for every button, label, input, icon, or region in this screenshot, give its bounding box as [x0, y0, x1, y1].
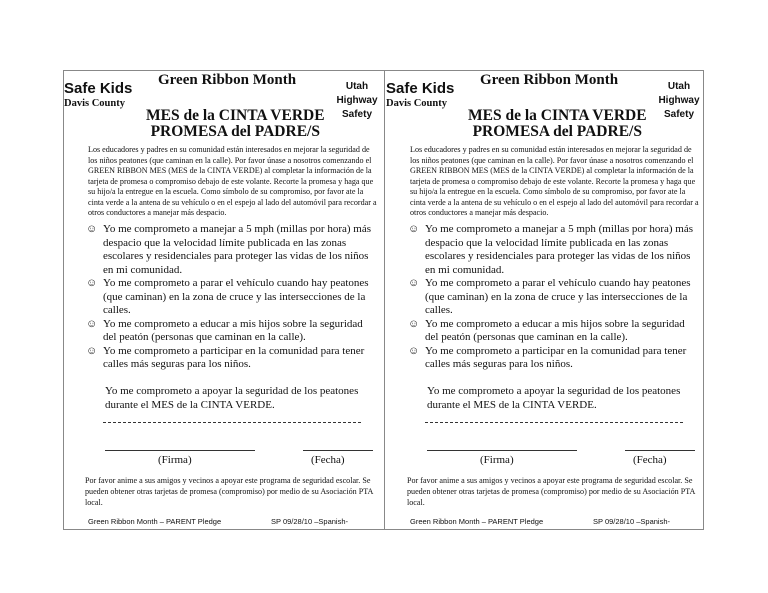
list-item: [408, 277, 698, 318]
bottom-note: Por favor anime a sus amigos y vecinos a apoyar este programa de seguridad escolar. Se pueden obtener otras tarjetas de promesa (compromiso) por medio de su Asociación PTA local.: [85, 476, 373, 507]
utah-line: Utah: [667, 81, 691, 92]
date-line: [625, 450, 695, 451]
card-title: Green Ribbon Month: [158, 72, 297, 88]
bullet-text: Yo me comprometo a parar el vehículo cuando hay peatones (que caminan) en la zona de cruce y las intersecciones de la calles.: [103, 277, 369, 316]
list-item: [408, 318, 698, 345]
safety-line: Safety: [663, 109, 694, 120]
smiley-face-icon: ☺: [86, 277, 98, 289]
pledge-card-right: [384, 70, 705, 530]
smiley-face-icon: ☺: [86, 344, 98, 357]
list-item: [86, 223, 376, 277]
utah-highway-safety-label: [333, 80, 381, 122]
card-subtitle: [146, 108, 325, 140]
intro-paragraph: Los educadores y padres en su comunidad están interesados en mejorar la seguridad de los niños peatones (que caminan en la calle). Por favor únase a nosotros comenzando el GREEN RIBBON MES (MES de la CINTA VERDE) al completar la información de la tarjeta de promesa o compromiso debajo de este volante. Recorte la promesa y haga que su hijo/a la entregue en la escuela. Como símbolo de su compromiso, por favor ate la cinta verde a la antena de su vehículo o en el espejo al lado del automóvil para recordar a otros conductores a manejar más despacio.: [88, 145, 377, 217]
safety-line: Safety: [341, 109, 372, 120]
smiley-face-icon: ☺: [408, 317, 420, 330]
pledge-card-left: [63, 70, 383, 530]
bullet-text: Yo me comprometo a participar en la comunidad para tener calles más seguras para los niños.: [425, 344, 687, 370]
signature-label: (Firma): [480, 454, 514, 466]
pledge-bullet-list: [408, 223, 698, 372]
subtitle-line-2: PROMESA del PADRE/S: [472, 123, 642, 140]
footer-left: Green Ribbon Month – PARENT Pledge: [88, 517, 222, 526]
cut-line: [425, 422, 683, 423]
highway-line: Highway: [336, 95, 378, 106]
smiley-face-icon: ☺: [86, 223, 98, 235]
safe-kids-logo-text: Safe Kids: [386, 80, 455, 97]
signature-line: [105, 450, 255, 451]
card-subtitle: [468, 108, 647, 140]
bullet-text: Yo me comprometo a educar a mis hijos sobre la seguridad del peatón (personas que caminan en la calle).: [425, 317, 685, 343]
pledge-bullet-list: [86, 223, 376, 372]
date-label: (Fecha): [311, 454, 345, 466]
subtitle-line-1: MES de la CINTA VERDE: [468, 107, 647, 124]
safe-kids-logo-text: Safe Kids: [64, 80, 133, 97]
smiley-face-icon: ☺: [408, 223, 420, 235]
davis-county-label: Davis County: [386, 98, 447, 109]
highway-line: Highway: [658, 95, 700, 106]
signature-label: (Firma): [158, 454, 192, 466]
bullet-text: Yo me comprometo a parar el vehículo cuando hay peatones (que caminan) en la zona de cruce y las intersecciones de la calles.: [425, 277, 691, 316]
footer-right: SP 09/28/10 –Spanish-: [271, 517, 349, 526]
bullet-text: Yo me comprometo a manejar a 5 mph (millas por hora) más despacio que la velocidad límite publicada en las zonas escolares y residenciales para proteger las vidas de los niños en mi comunidad.: [425, 223, 694, 276]
list-item: [86, 318, 376, 345]
list-item: [408, 223, 698, 277]
bullet-text: Yo me comprometo a manejar a 5 mph (millas por hora) más despacio que la velocidad límite publicada en las zonas escolares y residenciales para proteger las vidas de los niños en mi comunidad.: [103, 223, 372, 276]
subtitle-line-1: MES de la CINTA VERDE: [146, 107, 325, 124]
date-label: (Fecha): [633, 454, 667, 466]
signature-line: [427, 450, 577, 451]
list-item: [408, 345, 698, 372]
bottom-note: Por favor anime a sus amigos y vecinos a apoyar este programa de seguridad escolar. Se pueden obtener otras tarjetas de promesa (compromiso) por medio de su Asociación PTA local.: [407, 476, 695, 507]
bullet-text: Yo me comprometo a educar a mis hijos sobre la seguridad del peatón (personas que caminan en la calle).: [103, 317, 363, 343]
subtitle-line-2: PROMESA del PADRE/S: [150, 123, 320, 140]
cut-line: [103, 422, 361, 423]
smiley-face-icon: ☺: [408, 277, 420, 289]
smiley-face-icon: ☺: [86, 317, 98, 330]
pledge-statement: Yo me comprometo a apoyar la seguridad de los peatones durante el MES de la CINTA VERDE.: [105, 385, 359, 411]
bullet-text: Yo me comprometo a participar en la comunidad para tener calles más seguras para los niños.: [103, 344, 365, 370]
list-item: [86, 277, 376, 318]
card-title: Green Ribbon Month: [480, 72, 619, 88]
davis-county-label: Davis County: [64, 98, 125, 109]
utah-highway-safety-label: [655, 80, 703, 122]
date-line: [303, 450, 373, 451]
list-item: [86, 345, 376, 372]
footer-left: Green Ribbon Month – PARENT Pledge: [410, 517, 544, 526]
utah-line: Utah: [345, 81, 369, 92]
pledge-statement: Yo me comprometo a apoyar la seguridad de los peatones durante el MES de la CINTA VERDE.: [427, 385, 681, 411]
footer-right: SP 09/28/10 –Spanish-: [593, 517, 671, 526]
smiley-face-icon: ☺: [408, 344, 420, 357]
intro-paragraph: Los educadores y padres en su comunidad están interesados en mejorar la seguridad de los niños peatones (que caminan en la calle). Por favor únase a nosotros comenzando el GREEN RIBBON MES (MES de la CINTA VERDE) al completar la información de la tarjeta de promesa o compromiso debajo de este volante. Recorte la promesa y haga que su hijo/a la entregue en la escuela. Como símbolo de su compromiso, por favor ate la cinta verde a la antena de su vehículo o en el espejo al lado del automóvil para recordar a otros conductores a manejar más despacio.: [410, 145, 699, 217]
